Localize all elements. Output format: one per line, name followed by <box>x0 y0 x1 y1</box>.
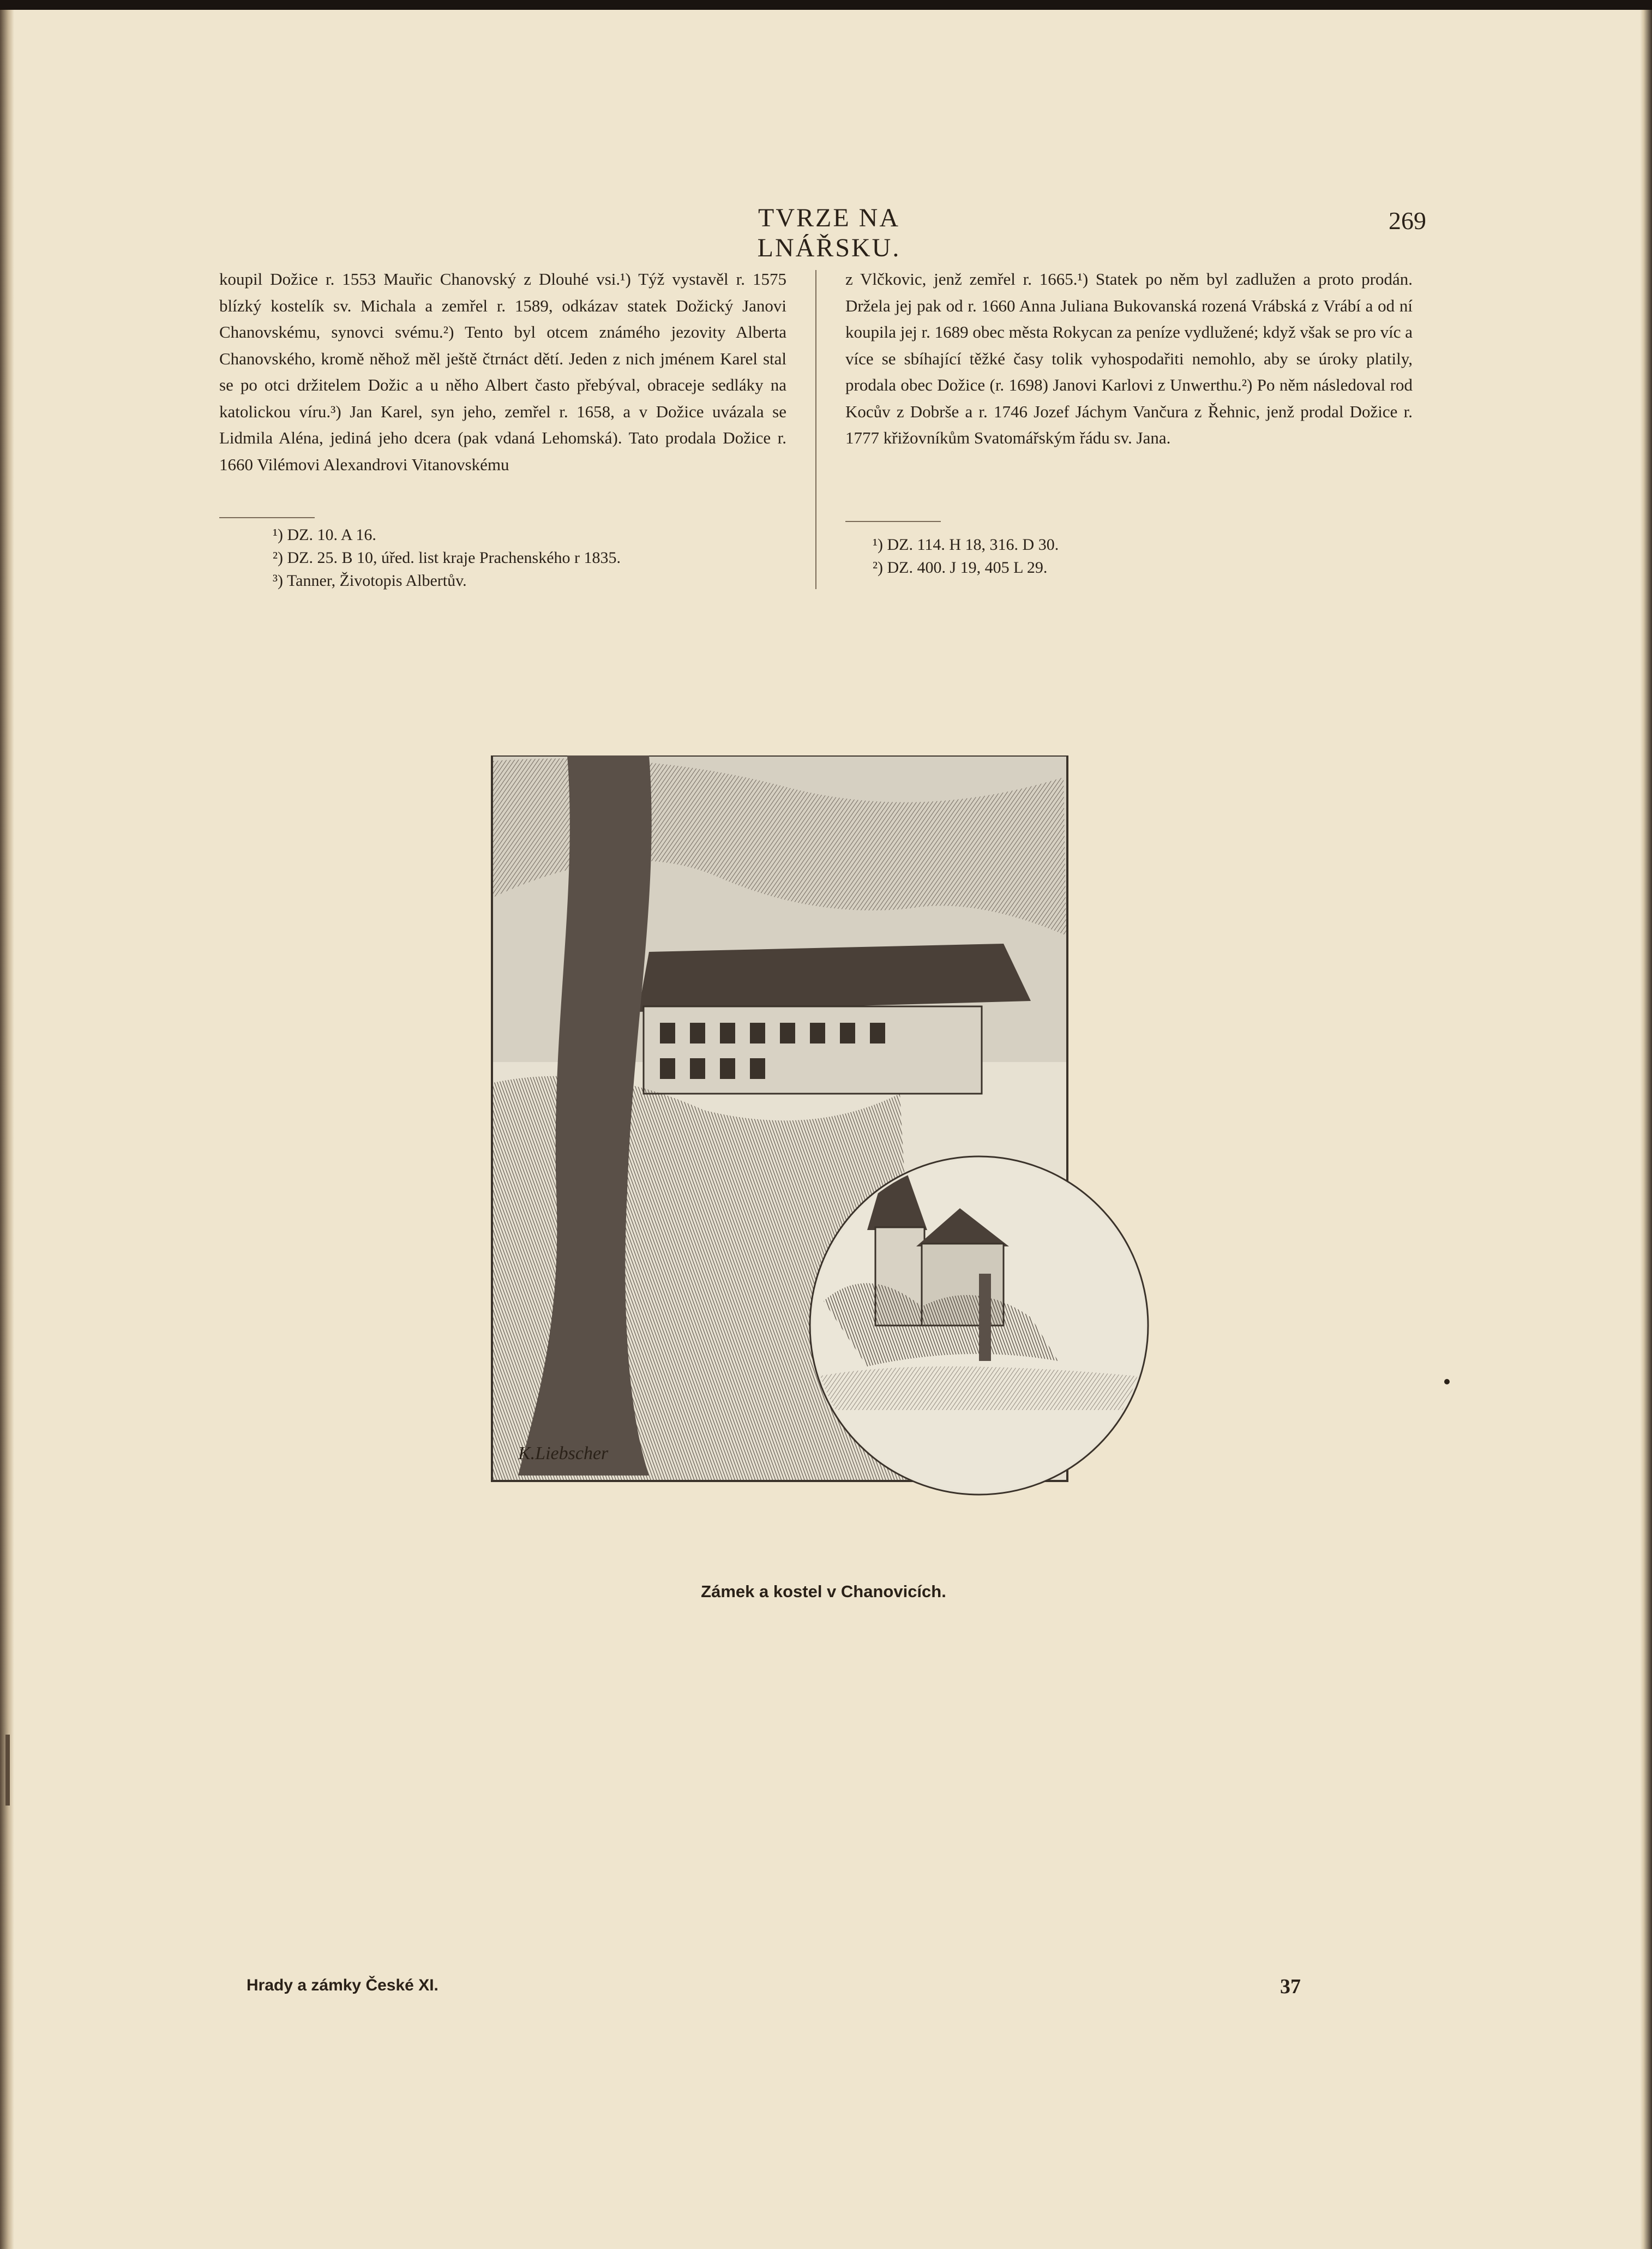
engraving-illustration <box>485 755 1151 1563</box>
castle-roof <box>638 944 1031 1012</box>
left-text-column <box>219 266 786 478</box>
footnote: ²) DZ. 25. B 10, úřed. list kraje Prachenského r 1835. <box>273 549 621 567</box>
page-left-edge <box>0 10 14 2249</box>
signature-number: 37 <box>1280 1975 1301 1998</box>
right-paragraph: z Vlčkovic, jenž zemřel r. 1665.¹) Statek po něm byl zadlužen a proto prodán. Držela jej pak od r. 1660 Anna Juliana Bukovanská rozená Vrábská z Vrábí a od ní koupila jej r. 1689 obec města Rokycan za peníze vydlužené; když však se pro víc a více se sbíhající těžké časy tolik vyhospodařiti nemohlo, aby se úroky platily, prodala obec Dožice (r. 1698) Janovi Karlovi z Unwerthu.²) Po něm následoval rod Kocův z Dobrše a r. 1746 Jozef Jáchym Vančura z Řehnic, jenž prodal Dožice r. 1777 křižovníkům Svatomářským řádu sv. Jana. <box>845 269 1413 447</box>
artist-signature: K.Liebscher <box>518 1443 609 1464</box>
margin-mark <box>5 1735 10 1806</box>
footnote-rule-right <box>845 521 941 522</box>
printer-signature: Hrady a zámky České XI. <box>247 1976 438 1994</box>
footnote-rule-left <box>219 517 315 518</box>
page-number: 269 <box>1389 207 1426 235</box>
figure-caption: Zámek a kostel v Chanovicích. <box>701 1582 946 1601</box>
running-title: TVRZE NA LNÁŘSKU. <box>757 203 901 262</box>
column-divider <box>815 270 816 589</box>
footnote: ¹) DZ. 114. H 18, 316. D 30. <box>873 536 1059 554</box>
scan-top-border <box>0 0 1652 10</box>
footnote: ³) Tanner, Životopis Albertův. <box>273 572 467 590</box>
footnotes-left <box>273 524 621 592</box>
footnote: ¹) DZ. 10. A 16. <box>273 526 376 544</box>
page-right-edge <box>1640 10 1652 2249</box>
ground <box>813 1366 1151 1410</box>
footnote: ²) DZ. 400. J 19, 405 L 29. <box>873 559 1048 577</box>
statue-column <box>979 1274 991 1361</box>
footnotes-right <box>873 533 1059 579</box>
engraving-svg <box>485 755 1151 1563</box>
stray-dot <box>1444 1379 1450 1384</box>
castle-facade <box>644 1006 982 1094</box>
right-text-column <box>845 266 1413 452</box>
left-paragraph: koupil Dožice r. 1553 Mauřic Chanovský z Dlouhé vsi.¹) Týž vystavěl r. 1575 blízký kostelík sv. Michala a zemřel r. 1589, odkázav statek Dožický Janovi Chanovskému, synovci svému.²) Tento byl otcem známého jezovity Alberta Chanovského, kromě něhož měl ještě čtrnáct dětí. Jeden z nich jménem Karel stal se po otci držitelem Dožic a u něho Albert často přebýval, obraceje sedláky na katolickou víru.³) Jan Karel, syn jeho, zemřel r. 1658, a v Dožice uvázala se Lidmila Aléna, jediná jeho dcera (pak vdaná Lehomská). Tato prodala Dožice r. 1660 Vilémovi Alexandrovi Vitanovskému <box>219 269 786 474</box>
